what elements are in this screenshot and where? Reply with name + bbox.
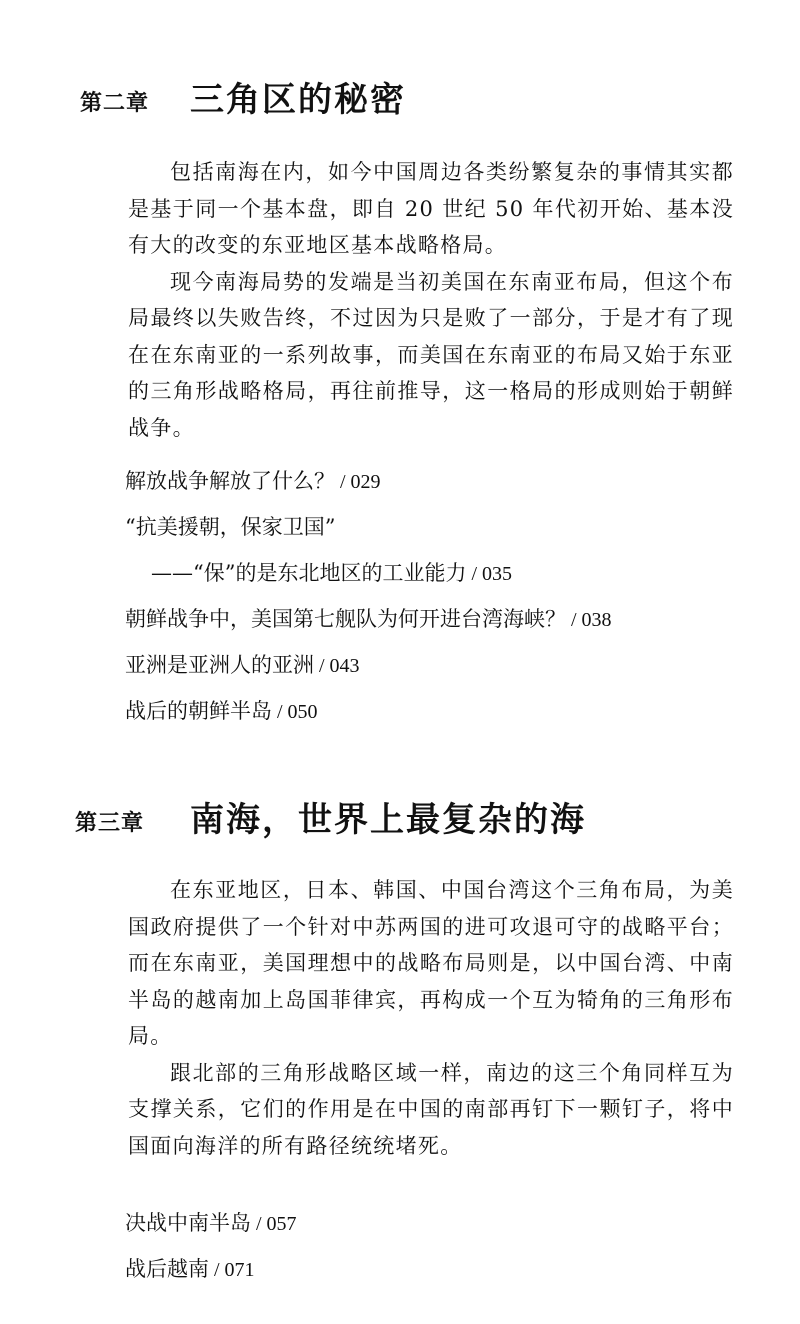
toc-entry[interactable] bbox=[125, 458, 765, 504]
chapter-title: 三角区的秘密 bbox=[190, 80, 406, 120]
chapter-intro bbox=[128, 872, 734, 1164]
chapter-heading bbox=[0, 70, 800, 134]
toc-entry-title: “抗美援朝，保家卫国” bbox=[125, 515, 336, 539]
toc-entry-page: / 071 bbox=[209, 1259, 255, 1281]
intro-paragraph: 跟北部的三角形战略区域一样，南边的这三个角同样互为支撑关系，它们的作用是在中国的南部再钉下一颗钉子，将中国面向海洋的所有路径统统堵死。 bbox=[128, 1060, 734, 1158]
chapter-title: 南海，世界上最复杂的海 bbox=[190, 800, 586, 840]
toc-entry[interactable] bbox=[125, 1246, 765, 1292]
toc-entry[interactable] bbox=[125, 688, 765, 734]
chapter-intro bbox=[128, 154, 734, 446]
chapter-heading bbox=[0, 790, 800, 854]
chapter-label: 第三章 bbox=[75, 811, 145, 836]
intro-paragraph: 现今南海局势的发端是当初美国在东南亚布局，但这个布局最终以失败告终，不过因为只是败了一部分，于是才有了现在在东南亚的一系列故事，而美国在东南亚的布局又始于东亚的三角形战略格局，再往前推导，这一格局的形成则始于朝鲜战争。 bbox=[128, 269, 734, 440]
toc-entry-title: 朝鲜战争中，美国第七舰队为何开进台湾海峡？ bbox=[125, 607, 566, 631]
toc-entry-page: / 038 bbox=[566, 609, 612, 631]
intro-paragraph: 包括南海在内，如今中国周边各类纷繁复杂的事情其实都是基于同一个基本盘，即自 20 世纪 50 年代初开始、基本没有大的改变的东亚地区基本战略格局。 bbox=[128, 160, 734, 257]
toc-entry[interactable] bbox=[125, 1200, 765, 1246]
toc-entry-title: ——“保”的是东北地区的工业能力 bbox=[151, 561, 467, 585]
toc-entry[interactable] bbox=[125, 642, 765, 688]
toc-entry-title: 战后越南 bbox=[125, 1257, 209, 1281]
toc-entry-page: / 035 bbox=[466, 563, 513, 585]
toc-entry-page: / 050 bbox=[272, 701, 318, 723]
section-list bbox=[125, 1200, 765, 1292]
toc-entry[interactable] bbox=[125, 504, 765, 550]
toc-entry-title: 解放战争解放了什么？ bbox=[125, 469, 335, 493]
toc-entry-page: / 057 bbox=[251, 1213, 297, 1235]
toc-entry-page: / 029 bbox=[335, 471, 381, 493]
chapter-3 bbox=[0, 790, 800, 1281]
toc-entry-subtitle[interactable] bbox=[125, 550, 765, 596]
intro-paragraph: 在东亚地区，日本、韩国、中国台湾这个三角布局，为美国政府提供了一个针对中苏两国的进可攻退可守的战略平台；而在东南亚，美国理想中的战略布局则是，以中国台湾、中南半岛的越南加上岛国菲律宾，再构成一个互为犄角的三角形布局。 bbox=[128, 878, 734, 1048]
section-list bbox=[125, 458, 765, 734]
toc-entry[interactable] bbox=[125, 596, 765, 642]
toc-entry-page: / 043 bbox=[314, 655, 360, 677]
toc-entry-title: 决战中南半岛 bbox=[125, 1211, 251, 1235]
toc-entry-title: 亚洲是亚洲人的亚洲 bbox=[125, 653, 314, 677]
toc-entry-title: 战后的朝鲜半岛 bbox=[125, 699, 272, 723]
chapter-2 bbox=[0, 70, 800, 723]
chapter-label: 第二章 bbox=[80, 91, 150, 116]
